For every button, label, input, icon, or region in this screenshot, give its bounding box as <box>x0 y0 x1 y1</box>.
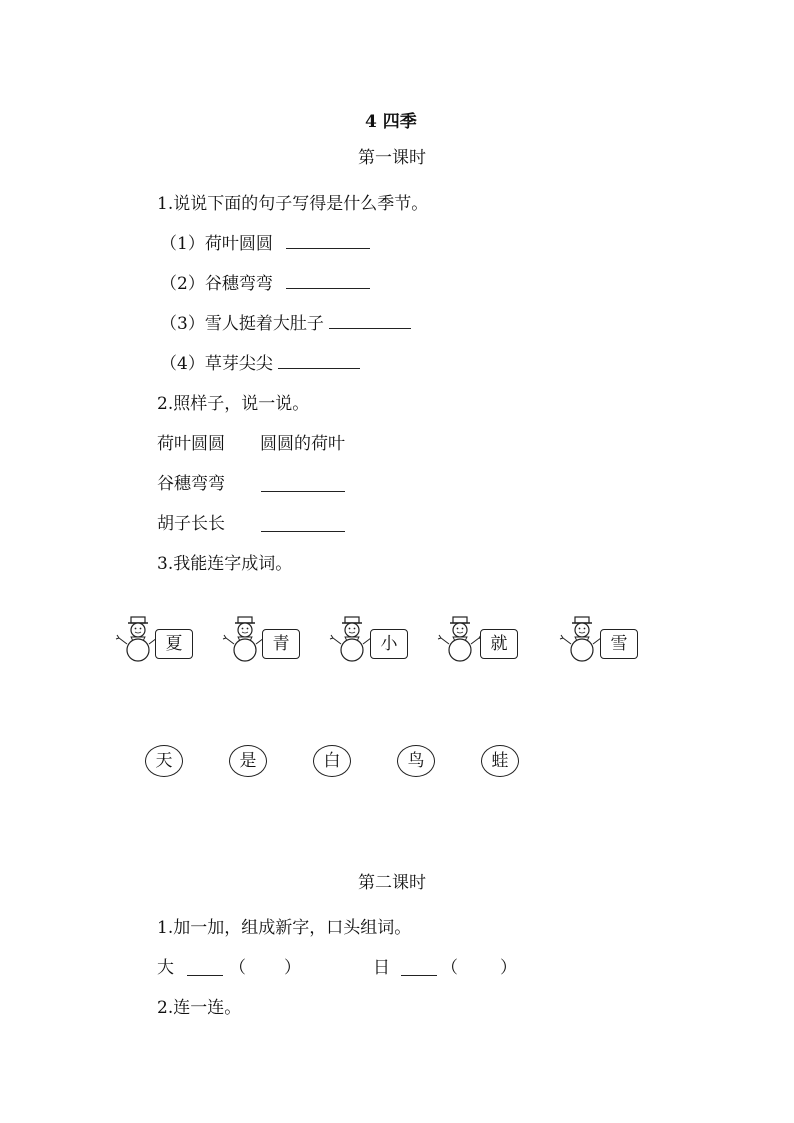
char-box[interactable]: 雪 <box>600 629 638 659</box>
char-box[interactable]: 小 <box>370 629 408 659</box>
paren-open: （ <box>441 958 458 978</box>
char-circle[interactable]: 鸟 <box>397 745 435 777</box>
q2-example-right: 圆圆的荷叶 <box>260 434 345 454</box>
char-circle[interactable]: 白 <box>313 745 351 777</box>
char-box[interactable]: 就 <box>480 629 518 659</box>
paren-open: （ <box>229 958 246 978</box>
p2q1-prompt: 1.加一加，组成新字，口头组词。 <box>157 918 412 938</box>
answer-blank[interactable] <box>261 517 345 532</box>
char-box[interactable]: 青 <box>262 629 300 659</box>
answer-blank[interactable] <box>261 477 345 492</box>
q2-prompt: 2.照样子，说一说。 <box>157 394 310 414</box>
q1-item-label: （4）草芽尖尖 <box>160 354 273 374</box>
q2-example-left: 荷叶圆圆 <box>157 434 225 454</box>
answer-blank[interactable] <box>329 314 411 329</box>
answer-blank[interactable] <box>286 234 370 249</box>
answer-blank[interactable] <box>401 961 437 976</box>
answer-blank[interactable] <box>278 354 360 369</box>
char-circle[interactable]: 蛙 <box>481 745 519 777</box>
q1-item-3 <box>160 314 411 334</box>
lesson-title: 4 四季 <box>365 112 417 132</box>
q1-item-label: （3）雪人挺着大肚子 <box>160 314 324 334</box>
part2-heading: 第二课时 <box>358 873 426 893</box>
char-circle[interactable]: 是 <box>229 745 267 777</box>
q2-item-1: 谷穗弯弯 <box>157 474 225 494</box>
char-box[interactable]: 夏 <box>155 629 193 659</box>
p2q1-left-char: 大 <box>157 958 174 978</box>
q1-item-1 <box>160 234 370 254</box>
q1-item-label: （1）荷叶圆圆 <box>160 234 273 254</box>
part1-heading: 第一课时 <box>358 148 426 168</box>
p2q2-prompt: 2.连一连。 <box>157 998 242 1018</box>
answer-blank[interactable] <box>286 274 370 289</box>
p2q1-right-char: 日 <box>373 958 390 978</box>
answer-blank[interactable] <box>187 961 223 976</box>
q1-item-4 <box>160 354 360 374</box>
q3-prompt: 3.我能连字成词。 <box>157 554 293 574</box>
paren-close: ） <box>500 958 517 978</box>
paren-close: ） <box>284 958 301 978</box>
snowman-icon <box>435 614 485 664</box>
q1-item-2 <box>160 274 370 294</box>
q1-prompt: 1.说说下面的句子写得是什么季节。 <box>157 194 429 214</box>
char-circle[interactable]: 天 <box>145 745 183 777</box>
q1-item-label: （2）谷穗弯弯 <box>160 274 273 294</box>
q2-item-2: 胡子长长 <box>157 514 225 534</box>
